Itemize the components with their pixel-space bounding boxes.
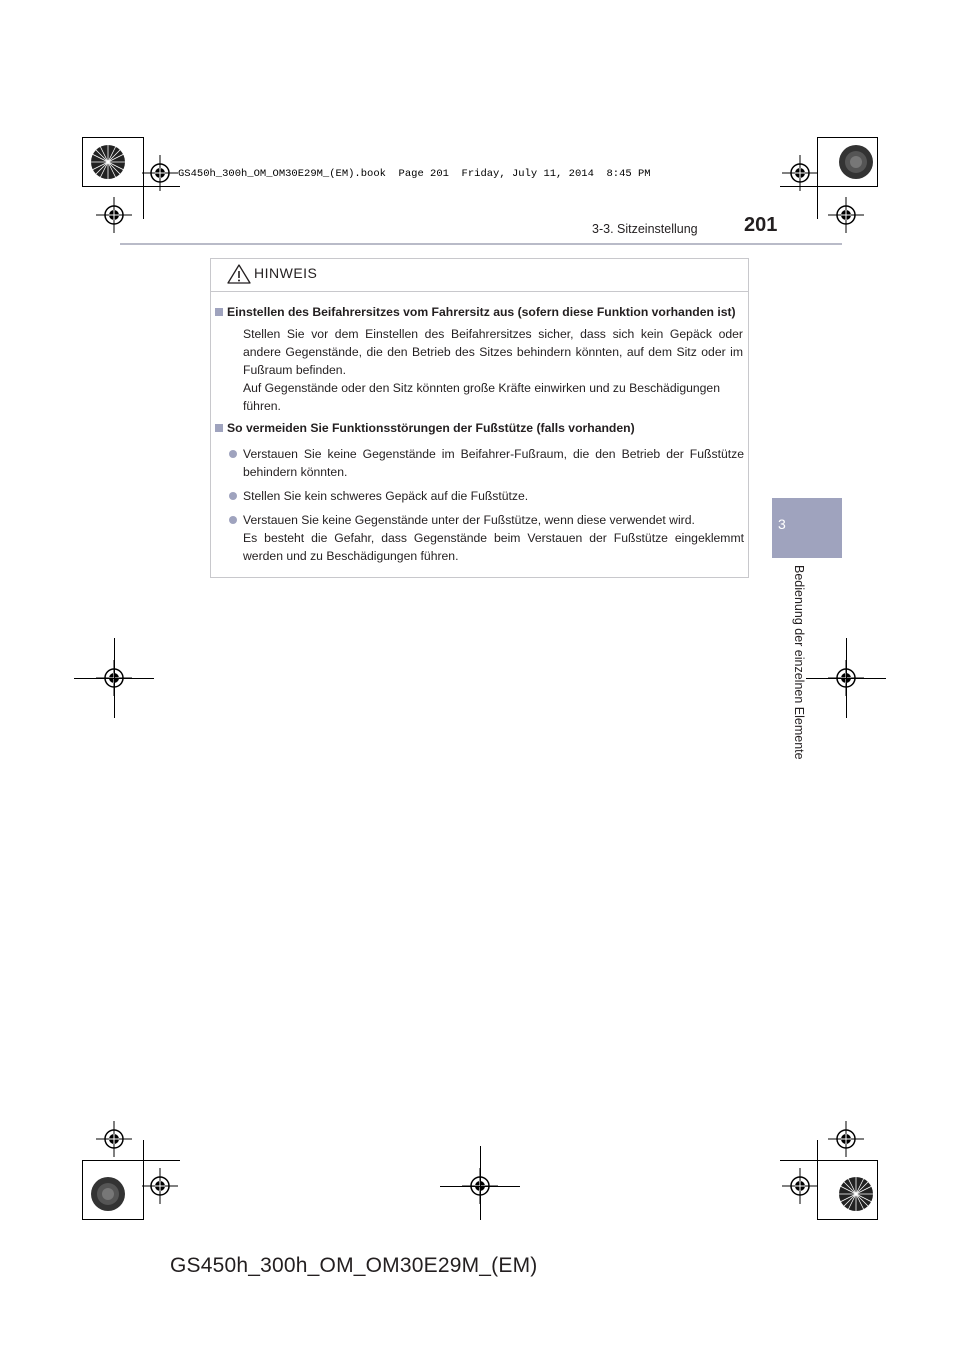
star-target-icon <box>90 1176 126 1212</box>
registration-mark-icon <box>96 197 132 233</box>
crop-line <box>82 137 144 138</box>
chapter-label: Bedienung der einzelnen Elemente <box>792 565 806 760</box>
chapter-number: 3 <box>778 516 786 532</box>
crop-line <box>806 678 886 679</box>
registration-mark-icon <box>828 1121 864 1157</box>
chapter-tab <box>772 498 842 558</box>
registration-mark-icon <box>782 155 818 191</box>
crop-line <box>82 1160 180 1161</box>
crop-line <box>74 678 154 679</box>
round-bullet-icon <box>229 492 237 500</box>
star-target-icon <box>90 144 126 180</box>
notice-header <box>211 259 748 292</box>
crop-line <box>82 1219 144 1220</box>
crop-line <box>440 1186 520 1187</box>
registration-mark-icon <box>96 1121 132 1157</box>
notice-title: HINWEIS <box>254 265 318 281</box>
notice-box: HINWEIS Einstellen des Beifahrersitzes vom Fahrersitz aus (sofern diese Funktion vorhanden ist) Stellen Sie vor dem Einstellen des Beifahrersitzes sicher, dass sich kein Gepäck oder andere Gegenstände, die den Betrieb des Sitzes behindern könnten, auf dem Sitz oder im Fußraum befinden. Auf Gegenstände oder den Sitz könnten große Kräfte einwirken und zu Beschädigungen führen. So vermeiden Sie Funktionsstörungen der Fußstütze (falls vorhanden) Verstauen Sie keine Gegenstände im Beifahrer-Fußraum, die den Betrieb der Fußstütze behindern könnten. Stellen Sie kein schweres Gepäck auf die Fußstütze. Verstauen Sie keine Gegenstände unter der Fußstütze, wenn diese verwendet wird. Es besteht die Gefahr, dass Gegenstände beim Verstauen der Fußstütze eingeklemmt werden und zu Beschädigungen führen. <box>210 258 749 578</box>
section-heading: So vermeiden Sie Funktionsstörungen der Fußstütze (falls vorhanden) <box>215 419 635 437</box>
document-code: GS450h_300h_OM_OM30E29M_(EM) <box>170 1254 538 1277</box>
crop-line <box>817 1219 878 1220</box>
paragraph: Stellen Sie vor dem Einstellen des Beifahrersitzes sicher, dass sich kein Gepäck oder andere Gegenstände, die den Betrieb des Sitzes behindern könnten, auf dem Sitz oder im Fußraum befinden. Auf Gegenstände oder den Sitz könnten große Kräfte einwirken und zu Beschädigungen führen. <box>243 327 743 413</box>
warning-triangle-icon <box>226 263 252 285</box>
star-target-icon <box>838 144 874 180</box>
section-title: 3-3. Sitzeinstellung <box>592 222 698 236</box>
header-rule <box>120 243 842 245</box>
registration-mark-icon <box>142 155 178 191</box>
print-info: GS450h_300h_OM_OM30E29M_(EM).book Page 201 Friday, July 11, 2014 8:45 PM <box>178 168 651 180</box>
crop-line <box>877 137 878 187</box>
crop-line <box>817 137 878 138</box>
registration-mark-icon <box>828 197 864 233</box>
crop-line <box>82 137 83 187</box>
round-bullet-icon <box>229 516 237 524</box>
crop-line <box>780 1160 878 1161</box>
crop-line <box>82 1160 83 1220</box>
crop-line <box>480 1146 481 1220</box>
registration-mark-icon <box>782 1168 818 1204</box>
section-heading: Einstellen des Beifahrersitzes vom Fahrersitz aus (sofern diese Funktion vorhanden ist) <box>215 303 736 321</box>
page-number: 201 <box>744 214 778 236</box>
square-bullet-icon <box>215 308 223 316</box>
round-bullet-icon <box>229 450 237 458</box>
square-bullet-icon <box>215 424 223 432</box>
registration-mark-icon <box>142 1168 178 1204</box>
star-target-icon <box>838 1176 874 1212</box>
crop-line <box>877 1160 878 1220</box>
